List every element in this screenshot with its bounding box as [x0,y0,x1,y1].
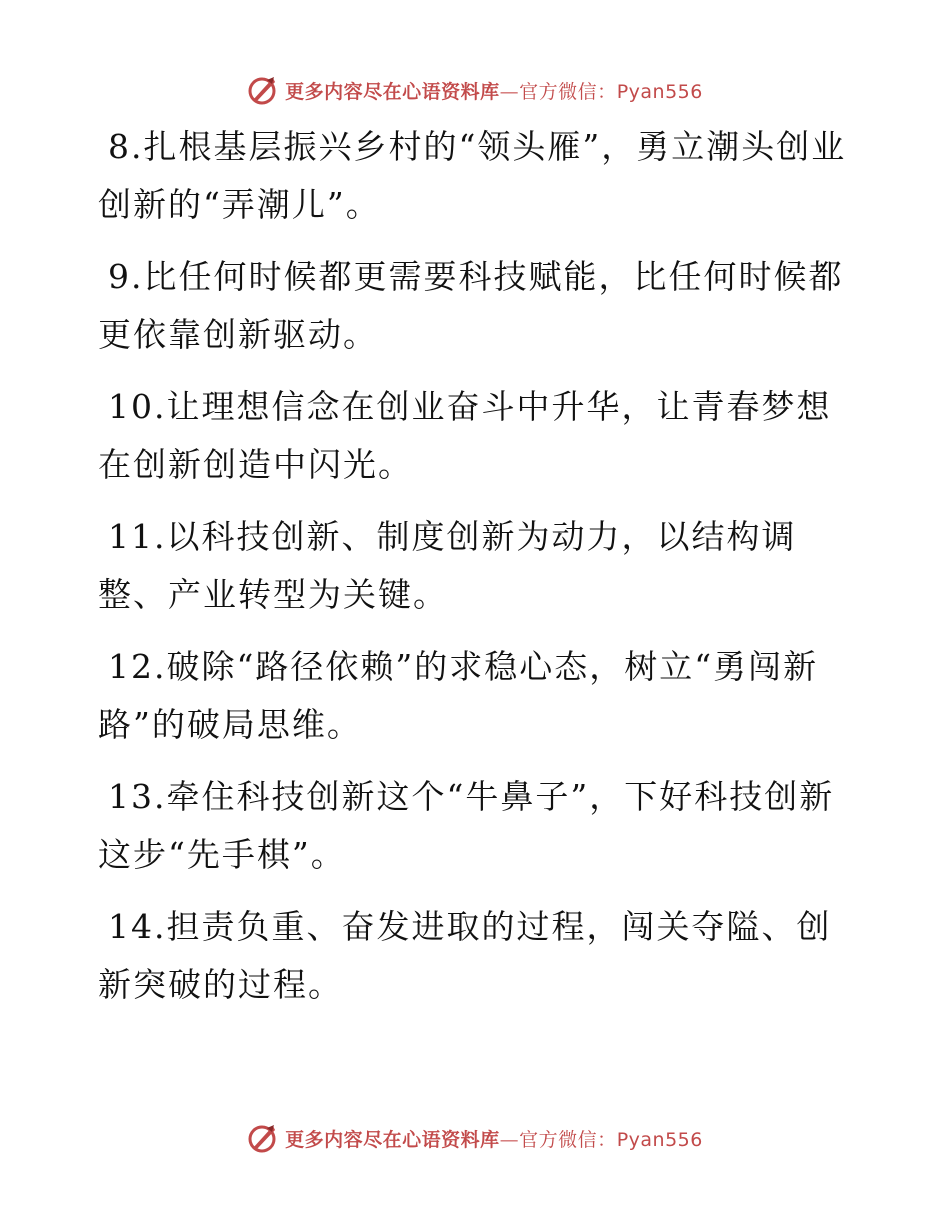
item-text: 让理想信念在创业奋斗中升华，让青春梦想在创新创造中闪光。 [98,387,832,484]
list-item [98,898,858,1014]
watermark-official: 官方微信： [519,80,617,103]
item-text: 以科技创新、制度创新为动力，以结构调整、产业转型为关键。 [98,517,797,614]
item-number: 12. [108,647,167,686]
item-number: 9. [108,257,144,296]
item-number: 13. [108,777,167,816]
quill-circle-logo-icon [247,1122,279,1154]
watermark-wechat: Pyan556 [616,80,703,103]
header-watermark [0,70,950,110]
watermark-wechat: Pyan556 [616,1128,703,1151]
watermark-text [285,1125,703,1152]
watermark-dash: — [499,1128,520,1151]
watermark-dash: — [499,80,520,103]
list-item [98,378,858,494]
list-item [98,508,858,624]
list-item [98,118,858,234]
list-item [98,638,858,754]
item-text: 比任何时候都更需要科技赋能，比任何时候都更依靠创新驱动。 [98,257,844,354]
list-item [98,768,858,884]
item-number: 8. [108,127,144,166]
item-text: 担责负重、奋发进取的过程，闯关夺隘、创新突破的过程。 [98,907,832,1004]
item-text: 扎根基层振兴乡村的“领头雁”，勇立潮头创业创新的“弄潮儿”。 [98,127,847,224]
watermark-main: 更多内容尽在心语资料库 [285,1128,500,1151]
watermark-official: 官方微信： [519,1128,617,1151]
list-item [98,248,858,364]
item-number: 10. [108,387,167,426]
quill-circle-logo-icon [247,74,279,106]
item-text: 破除“路径依赖”的求稳心态，树立“勇闯新路”的破局思维。 [98,647,819,744]
document-body [98,118,858,1028]
footer-watermark [0,1118,950,1158]
watermark-main: 更多内容尽在心语资料库 [285,80,500,103]
item-number: 14. [108,907,167,946]
item-number: 11. [108,517,167,556]
watermark-text [285,77,703,104]
item-text: 牵住科技创新这个“牛鼻子”，下好科技创新这步“先手棋”。 [98,777,835,874]
